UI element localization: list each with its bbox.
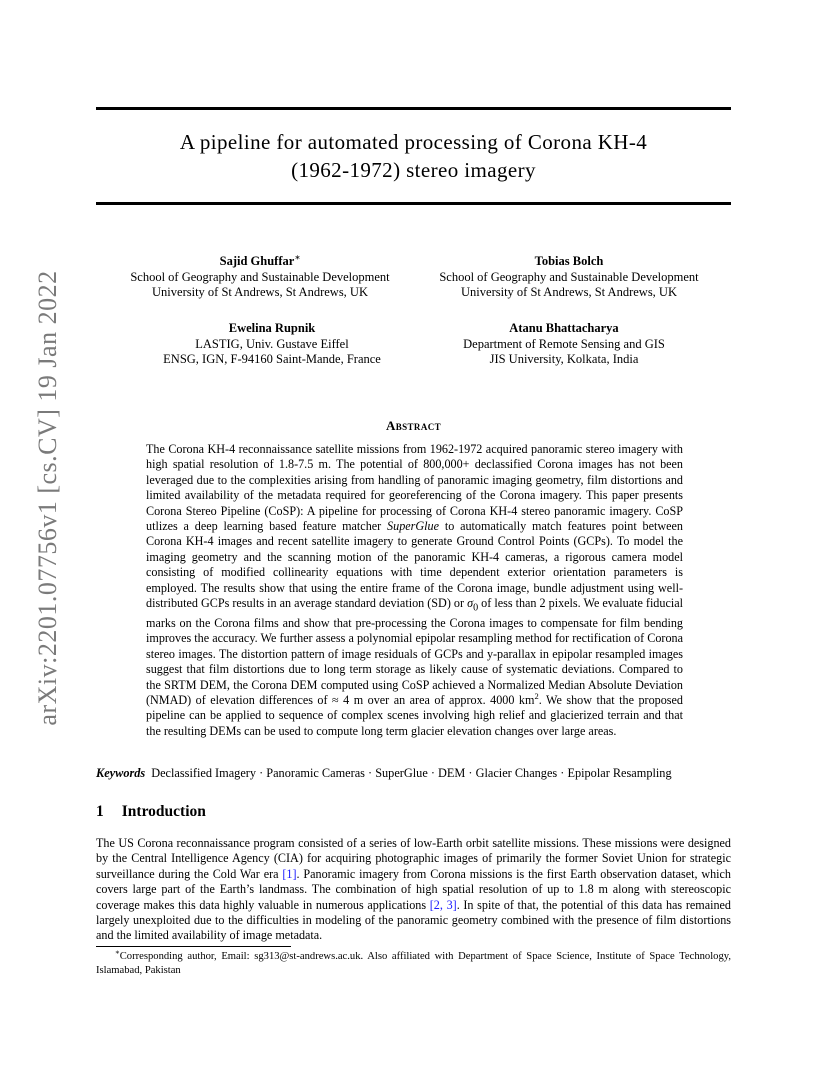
abstract-heading: Abstract [385,418,442,433]
citation-link[interactable]: [1] [282,866,297,881]
citation-link[interactable]: [2, [429,897,443,912]
author-block-2 [419,254,719,301]
footnote-rule [96,946,291,947]
author-affiliation: ENSG, IGN, F-94160 Saint-Mande, France [163,352,381,366]
author-affiliation: School of Geography and Sustainable Development [439,269,699,284]
footnote-text: Corresponding author, Email: sg313@st-andrews.ac.uk. Also affiliated with Department of Space Science, Institute of Space Technology, Islamabad, Pakistan [96,951,731,976]
title-line-1: A pipeline for automated processing of Corona KH-4 [179,130,648,154]
title-top-rule [96,107,731,110]
author-block-4 [414,321,714,368]
author-affiliation: LASTIG, Univ. Gustave Eiffel [195,336,349,351]
author-affiliation: JIS University, Kolkata, India [489,352,639,366]
section-title: Introduction [121,803,206,820]
author-name: Sajid Ghuffar [219,254,295,268]
section-heading [96,803,206,821]
author-footnote-mark: ∗ [294,251,301,262]
paper-title [96,128,731,184]
author-affiliation: School of Geography and Sustainable Development [130,269,390,284]
keywords-list: Declassified Imagery · Panoramic Cameras · SuperGlue · DEM · Glacier Changes · Epipolar Resampling [151,766,672,780]
author-block-1 [110,251,410,301]
author-name: Tobias Bolch [534,254,604,268]
author-affiliation: University of St Andrews, St Andrews, UK [461,285,677,299]
superglue-term: SuperGlue [387,519,439,534]
keywords-label: Keywords [96,766,146,780]
section-number: 1 [96,803,104,820]
author-name: Atanu Bhattacharya [509,321,619,335]
citation-link[interactable]: 3] [446,897,457,912]
intro-paragraph: The US Corona reconnaissance program consisted of a series of low-Earth orbit satellite missions. These missions were designed by the Central Intelligence Agency (CIA) for acquiring photographic images of primarily the former Soviet Union for strategic surveillance during the Cold War era [1]. Panoramic imagery from Corona missions is the first Earth observation dataset, which covers large part of the Earth’s landmass. The combination of high spatial resolution of up to 1.8 m along with stereoscopic coverage makes this data highly valuable in numerous applications [2, 3]. In spite of that, the potential of this data has remained largely unexploited due to the difficulties in modeling of the panoramic geometry combined with the presence of film distortions and the limited availability of image metadata. [96,836,731,943]
author-block-3 [122,321,422,368]
title-line-2: (1962-1972) stereo imagery [291,158,536,182]
title-bottom-rule [96,202,731,205]
author-name: Ewelina Rupnik [228,321,316,335]
footnote-mark: ∗ [114,947,120,957]
footnote [96,947,731,977]
author-affiliation: University of St Andrews, St Andrews, UK [152,285,368,299]
arxiv-identifier: arXiv:2201.07756v1 [cs.CV] 19 Jan 2022 [33,270,62,726]
keywords [96,766,736,781]
abstract-text: The Corona KH-4 reconnaissance satellite missions from 1962-1972 acquired panoramic stereo imagery with high spatial resolution of 1.8-7.5 m. The potential of 800,000+ declassified Corona images has not been leveraged due to the complexities arising from handling of panoramic imaging geometry, film distortions and limited availability of the metadata required for georeferencing of the Corona imagery. This paper presents Corona Stereo Pipeline (CoSP): A pipeline for processing of Corona KH-4 stereo panoramic imagery. CoSP utlizes a deep learning based feature matcher SuperGlue to automatically match features point between Corona KH-4 images and recent satellite imagery to generate Ground Control Points (GCPs). To model the imaging geometry and the scanning motion of the panoramic KH-4 cameras, a rigorous camera model consisting of modified collinearity equations with time dependent exterior orientation parameters is employed. The results show that using the entire frame of the Corona image, bundle adjustment using well-distributed GCPs results in an average standard deviation (SD) or $\sigma_0$ of less than 2 pixels. We evaluate fiducial marks on the Corona films and show that pre-processing the Corona images to compensate for film bending improves the accuracy. We further assess a polynomial epipolar resampling method for rectification of Corona stereo images. The distortion pattern of image residuals of GCPs and y-parallax in epipolar resampled images suggest that film distortions due to long term storage as likely cause of systematic deviations. Compared to the SRTM DEM, the Corona DEM computed using CoSP achieved a Normalized Median Absolute Deviation (NMAD) of elevation differences of ≈ 4 m over an area of approx. 4000 $km^2$. We show that the proposed pipeline can be applied to sequence of complex scenes involving high relief and glacierized terrain and that the resulting DEMs can be used to compute long term glacier elevation changes over large areas. [146,442,683,738]
author-affiliation: Department of Remote Sensing and GIS [463,336,665,351]
